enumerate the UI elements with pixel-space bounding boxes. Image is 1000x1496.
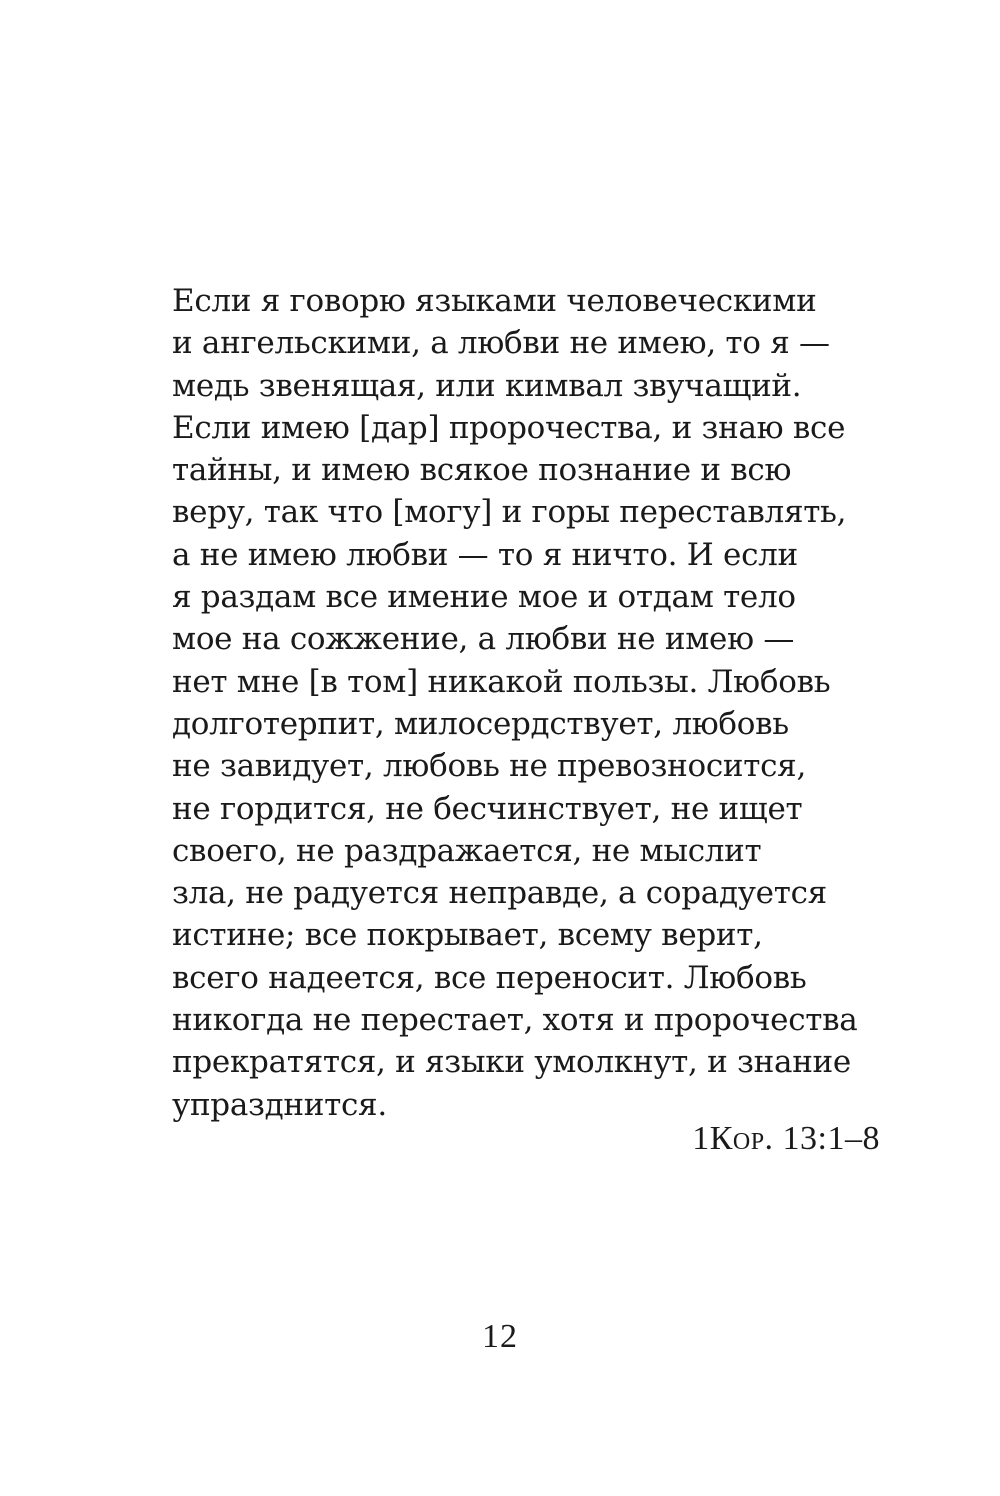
passage-line: зла, не радуется неправде, а сорадуется bbox=[172, 875, 827, 912]
passage-line: никогда не перестает, хотя и пророчества bbox=[172, 1002, 858, 1039]
passage-line: всего надеется, все переносит. Любовь bbox=[172, 959, 807, 996]
passage-line: Если я говорю языками человеческими bbox=[172, 283, 817, 319]
passage-line: не завидует, любовь не превозносится, bbox=[172, 748, 806, 785]
scripture-passage bbox=[172, 280, 892, 1126]
passage-line: медь звенящая, или кимвал звучащий. bbox=[172, 367, 802, 404]
passage-line: тайны, и имею всякое познание и всю bbox=[172, 452, 792, 489]
passage-line: мое на сожжение, а любви не имею — bbox=[172, 621, 795, 658]
passage-line: своего, не раздражается, не мыслит bbox=[172, 832, 762, 869]
passage-line: нет мне [в том] никакой пользы. Любовь bbox=[172, 663, 831, 700]
page-number: 12 bbox=[482, 1318, 518, 1355]
passage-line: истине; все покрывает, всему верит, bbox=[172, 917, 763, 954]
passage-line: а не имею любви — то я ничто. И если bbox=[172, 536, 798, 573]
passage-line: прекратятся, и языки умолкнут, и знание bbox=[172, 1044, 851, 1081]
passage-line: не гордится, не бесчинствует, не ищет bbox=[172, 790, 803, 827]
passage-line: я раздам все имение мое и отдам тело bbox=[172, 579, 796, 616]
passage-line: долготерпит, милосердствует, любовь bbox=[172, 705, 789, 742]
scripture-citation: 1Кор. 13:1–8 bbox=[692, 1120, 880, 1157]
passage-line: упразднится. bbox=[172, 1086, 387, 1123]
passage-line: и ангельскими, а любви не имею, то я — bbox=[172, 325, 830, 362]
passage-line: Если имею [дар] пророчества, и знаю все bbox=[172, 409, 846, 446]
passage-line: веру, так что [могу] и горы переставлять, bbox=[172, 494, 847, 531]
